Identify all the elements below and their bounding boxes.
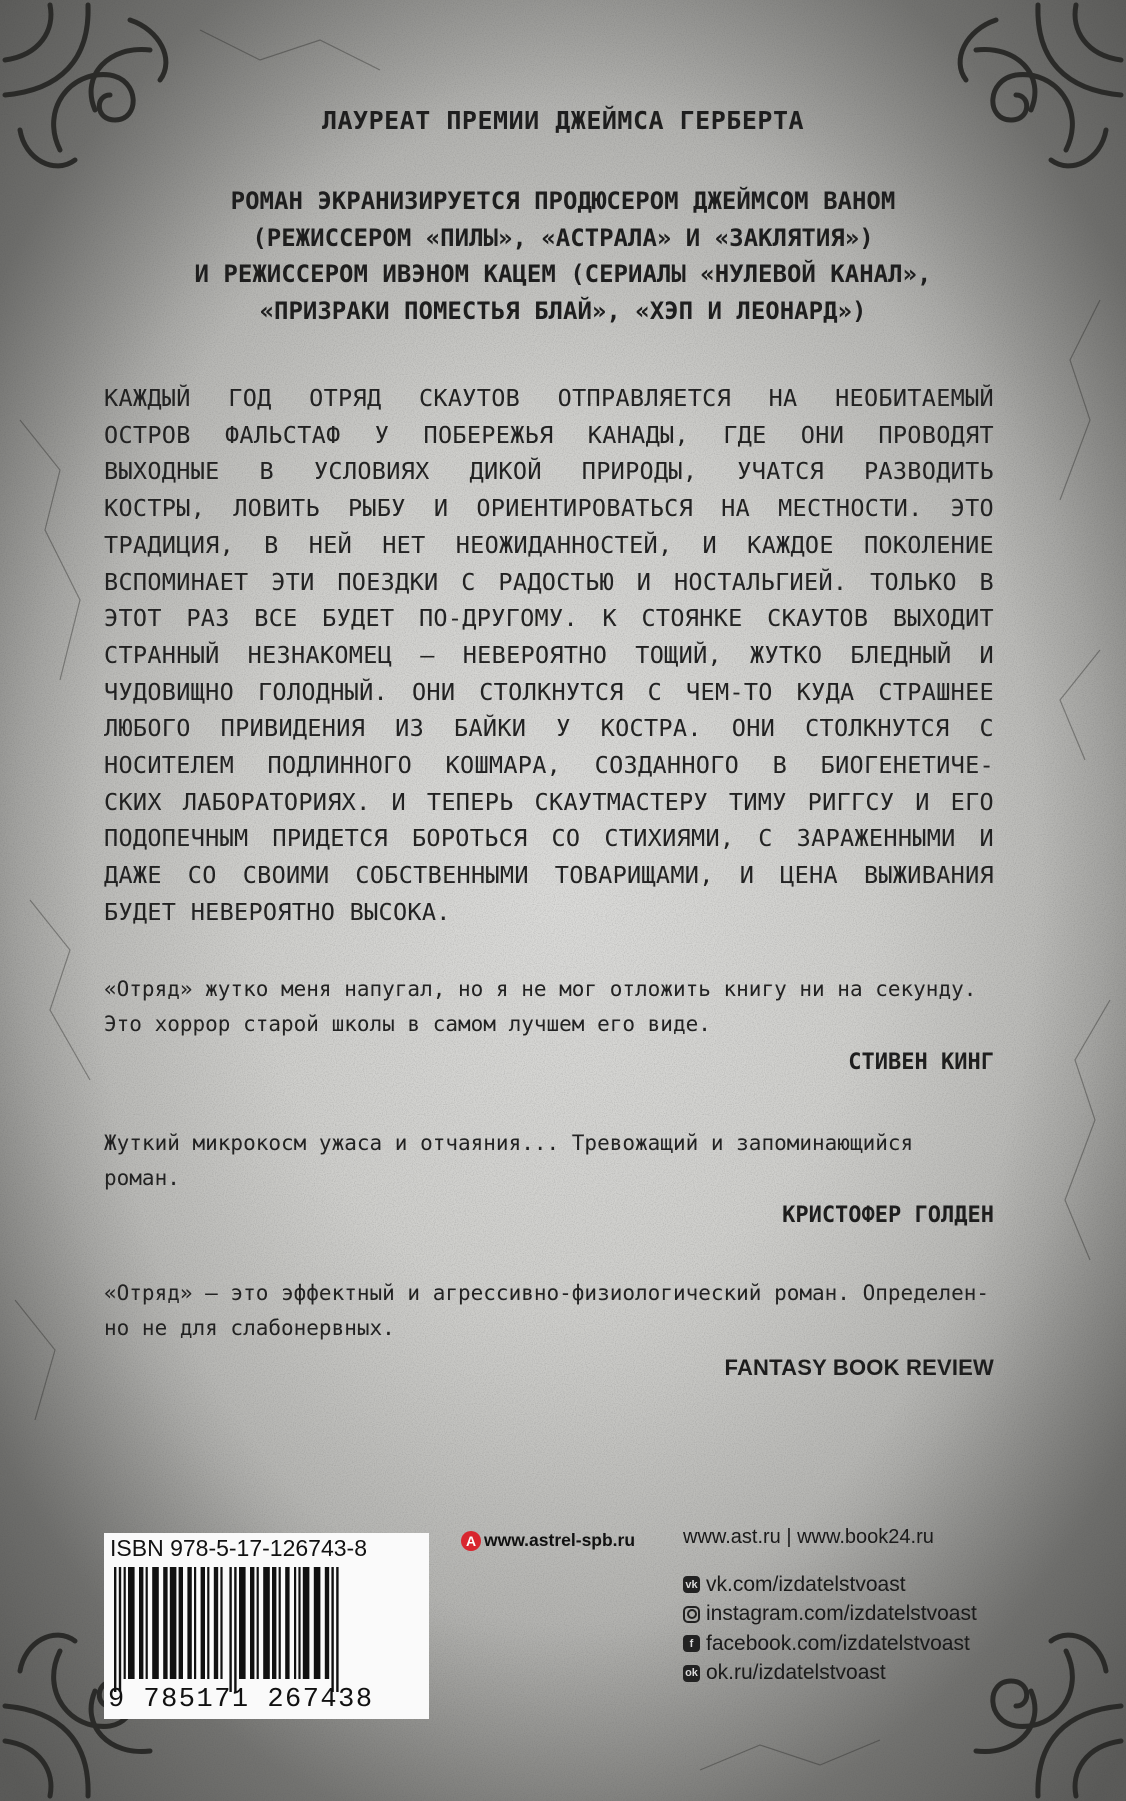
book-annotation [104,380,994,931]
barcode-number: 9 785171 267438 [108,1685,374,1715]
annotation-line: ТРАДИЦИЯ, В НЕЙ НЕТ НЕОЖИДАННОСТЕЙ, И КАЖДОЕ ПОКОЛЕНИЕ [104,530,994,559]
annotation-line: СТРАННЫЙ НЕЗНАКОМЕЦ — НЕВЕРОЯТНО ТОЩИЙ, ЖУТКО БЛЕДНЫЙ И [104,640,994,669]
social-links [683,1570,977,1688]
barcode-bar [229,1567,231,1692]
annotation-line: БУДЕТ НЕВЕРОЯТНО ВЫСОКА. [104,897,451,926]
barcode-bar [285,1567,289,1679]
social-link-odnoklassniki[interactable] [683,1659,977,1689]
social-link-text: vk.com/izdatelstvoast [706,1572,906,1596]
barcode-bar [298,1567,300,1679]
barcode-bar [220,1567,222,1679]
barcode-bar [294,1567,296,1679]
review-author-golden: КРИСТОФЕР ГОЛДЕН [782,1203,994,1228]
annotation-line: ВЫХОДНЫЕ В УСЛОВИЯХ ДИКОЙ ПРИРОДЫ, УЧАТСЯ РАЗВОДИТЬ [104,457,994,486]
barcode-bar [124,1567,126,1679]
barcode-bar [279,1567,281,1679]
review-line: Жуткий микрокосм ужаса и отчаяния... Тревожащий и запоминающийся [104,1131,914,1155]
publisher-logo-icon: А [461,1531,481,1551]
film-line: «ПРИЗРАКИ ПОМЕСТЬЯ БЛАЙ», «ХЭП И ЛЕОНАРД») [259,296,867,325]
barcode-bar [314,1567,321,1679]
review-line: но не для слабонервных. [104,1316,395,1340]
review-quote-fbr [104,1276,994,1346]
barcode-bar [128,1567,135,1679]
facebook-icon: f [683,1635,700,1652]
barcode-bar [239,1567,246,1679]
annotation-line: НОСИТЕЛЕМ ПОДЛИННОГО КОШМАРА, СОЗДАННОГО В БИОГЕНЕТИЧЕ- [104,751,994,780]
barcode-bar [194,1567,196,1679]
annotation-line: КОСТРЫ, ЛОВИТЬ РЫБУ И ОРИЕНТИРОВАТЬСЯ НА МЕСТНОСТИ. ЭТО [104,494,994,523]
publisher-websites[interactable]: www.ast.ru | www.book24.ru [683,1526,934,1548]
barcode-bar [325,1567,329,1679]
barcode-bar [163,1567,167,1679]
award-heading: ЛАУРЕАТ ПРЕМИИ ДЖЕЙМСА ГЕРБЕРТА [321,106,805,135]
social-link-instagram[interactable] [683,1600,977,1630]
barcode-bar [234,1567,236,1692]
review-line: роман. [104,1166,180,1190]
annotation-line: ЭТОТ РАЗ ВСЕ БУДЕТ ПО-ДРУГОМУ. К СТОЯНКЕ СКАУТОВ ВЫХОДИТ [104,604,994,633]
ornament-corner-top-right [936,0,1126,190]
publisher-url: www.astrel-spb.ru [484,1530,636,1550]
barcode-bar [152,1567,159,1679]
barcode-bar [146,1567,148,1679]
annotation-line: ПОДОПЕЧНЫМ ПРИДЕТСЯ БОРОТЬСЯ СО СТИХИЯМИ, С ЗАРАЖЕННЫМИ И [104,824,994,853]
barcode-bar [119,1567,121,1692]
annotation-line: КАЖДЫЙ ГОД ОТРЯД СКАУТОВ ОТПРАВЛЯЕТСЯ НА НЕОБИТАЕМЫЙ [104,384,994,412]
ornament-corner-top-left [0,0,190,190]
barcode-bars [112,1567,422,1692]
review-line: Это хоррор старой школы в самом лучшем его виде. [104,1012,711,1036]
social-link-text: instagram.com/izdatelstvoast [706,1602,977,1626]
film-line: (РЕЖИССЕРОМ «ПИЛЫ», «АСТРАЛА» И «ЗАКЛЯТИЯ») [252,223,874,252]
social-link-vk[interactable] [683,1570,977,1600]
annotation-line: ЛЮБОГО ПРИВИДЕНИЯ ИЗ БАЙКИ У КОСТРА. ОНИ СТОЛКНУТСЯ С [104,714,994,743]
review-quote-golden [104,1126,994,1196]
barcode-bar [331,1567,333,1692]
annotation-line: СКИХ ЛАБОРАТОРИЯХ. И ТЕПЕРЬ СКАУТМАСТЕРУ ТИМУ РИГГСУ И ЕГО [104,787,994,816]
annotation-line: ВСПОМИНАЕТ ЭТИ ПОЕЗДКИ С РАДОСТЬЮ И НОСТАЛЬГИЕЙ. ТОЛЬКО В [104,567,994,596]
barcode-bar [257,1567,259,1679]
vk-icon: vk [683,1576,700,1593]
barcode-bar [214,1567,218,1679]
review-author-fbr: FANTASY BOOK REVIEW [724,1355,994,1380]
barcode-bar [263,1567,270,1679]
barcode-bar [272,1567,276,1679]
annotation-line: ЧУДОВИЩНО ГОЛОДНЫЙ. ОНИ СТОЛКНУТСЯ С ЧЕМ-ТО КУДА СТРАШНЕЕ [104,677,994,706]
barcode-bar [139,1567,143,1679]
barcode-bar [303,1567,310,1679]
barcode-bar [201,1567,205,1679]
annotation-line: ДАЖЕ СО СВОИМИ СОБСТВЕННЫМИ ТОВАРИЩАМИ, И ЦЕНА ВЫЖИВАНИЯ [104,861,994,890]
film-adaptation-block [80,183,1046,329]
barcode-bar [250,1567,254,1679]
review-author-king: СТИВЕН КИНГ [848,1050,994,1075]
review-line: «Отряд» жутко меня напугал, но я не мог отложить книгу ни на секунду. [104,977,977,1001]
social-link-text: facebook.com/izdatelstvoast [706,1631,970,1655]
isbn-text: ISBN 978-5-17-126743-8 [110,1535,367,1561]
review-line: «Отряд» — это эффектный и агрессивно-физиологический роман. Определен- [104,1281,990,1305]
odnoklassniki-icon: ok [683,1665,700,1682]
isbn-barcode [104,1533,429,1719]
social-link-facebook[interactable] [683,1629,977,1659]
barcode-bar [179,1567,183,1679]
instagram-icon [683,1606,700,1623]
social-link-text: ok.ru/izdatelstvoast [706,1661,886,1685]
film-line: РОМАН ЭКРАНИЗИРУЕТСЯ ПРОДЮСЕРОМ ДЖЕЙМСОМ ВАНОМ [230,187,896,215]
review-quote-king [104,972,994,1042]
film-line: И РЕЖИССЕРОМ ИВЭНОМ КАЦЕМ (СЕРИАЛЫ «НУЛЕВОЙ КАНАЛ», [194,260,932,288]
barcode-bar [207,1567,209,1679]
barcode-bar [114,1567,116,1692]
barcode-bar [336,1567,338,1692]
barcode-bar [170,1567,177,1679]
annotation-line: ОСТРОВ ФАЛЬСТАФ У ПОБЕРЕЖЬЯ КАНАДЫ, ГДЕ ОНИ ПРОВОДЯТ [104,420,994,449]
publisher-link[interactable] [461,1530,635,1551]
barcode-bar [187,1567,191,1679]
